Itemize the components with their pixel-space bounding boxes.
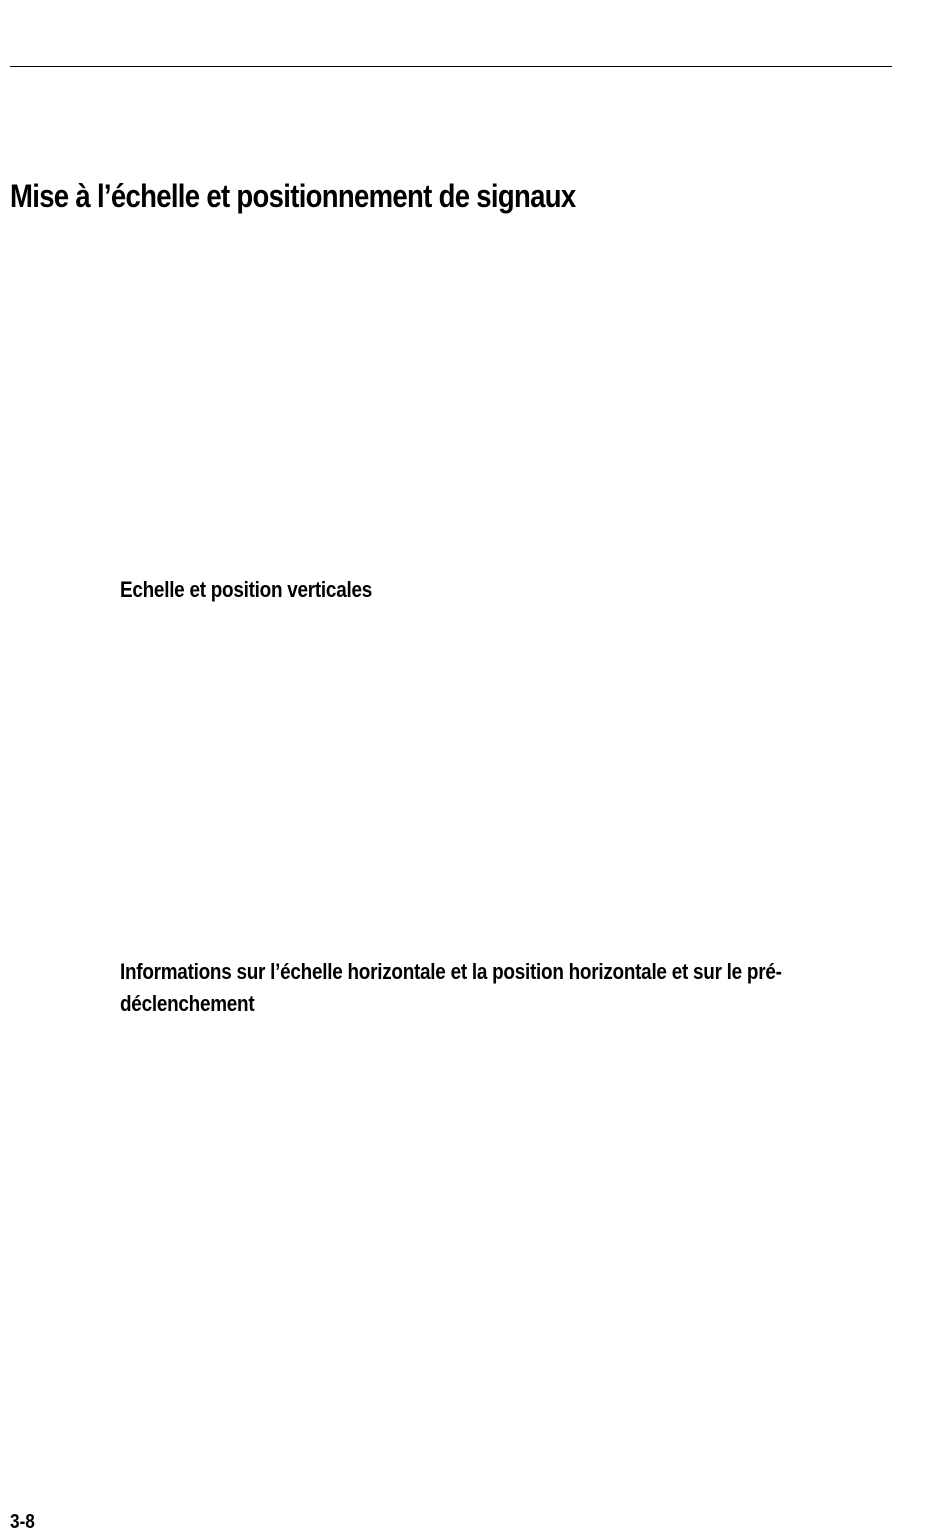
page-number: 3-8 [10, 1511, 35, 1533]
header-rule [10, 66, 892, 67]
section-heading-horizontal-scale-position-pretrigger: Informations sur l’échelle horizontale et la position horizontale et sur le pré-déclenchement [120, 959, 782, 1016]
page-title: Mise à l’échelle et positionnement de signaux [10, 178, 576, 214]
section-heading-vertical-scale-position: Echelle et position verticales [120, 577, 372, 602]
